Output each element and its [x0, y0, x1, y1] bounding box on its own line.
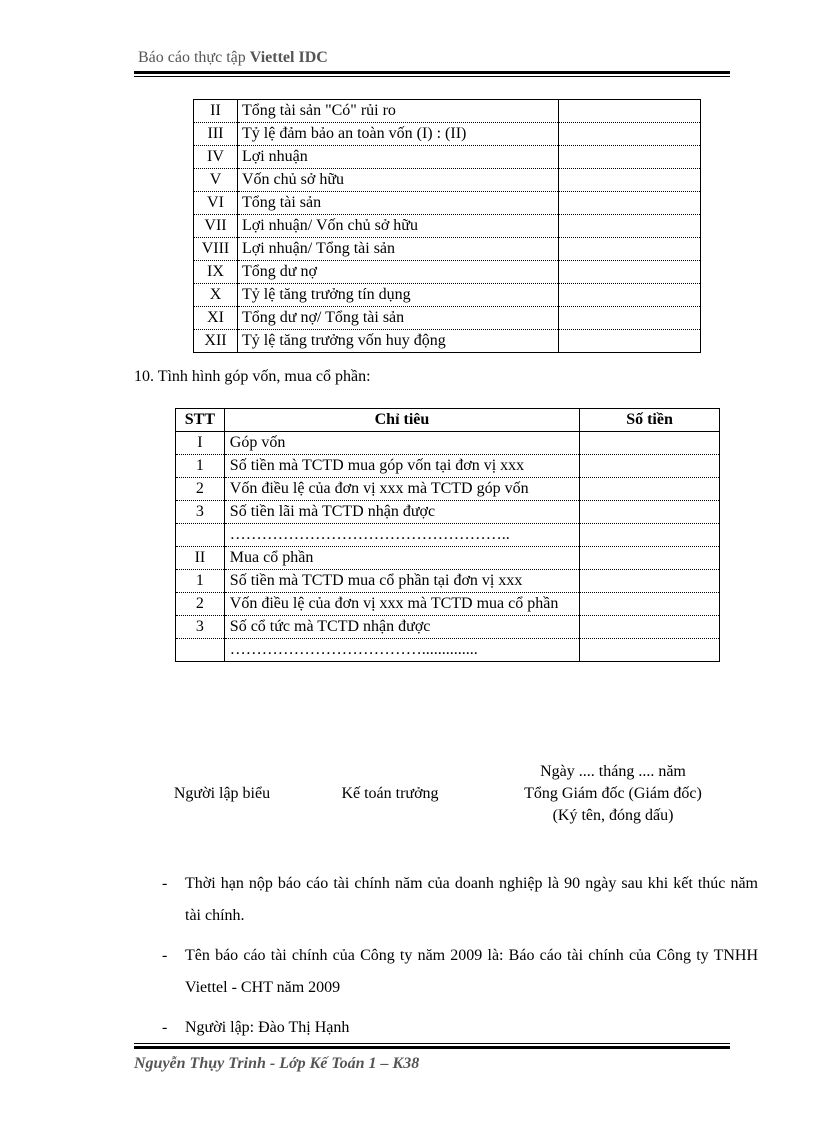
table-row	[176, 593, 720, 616]
row-number: XI	[194, 307, 238, 330]
row-label: Vốn chủ sở hữu	[238, 169, 559, 192]
table-row	[194, 284, 701, 307]
row-value	[580, 616, 720, 639]
row-label: Tổng dư nợ	[238, 261, 559, 284]
row-value	[580, 570, 720, 593]
header-rule-thin	[134, 76, 730, 77]
signature-preparer: Người lập biểu	[173, 785, 271, 802]
footer-rule-thick	[134, 1046, 730, 1049]
row-number	[176, 524, 225, 547]
footer-rule-thin	[134, 1043, 730, 1044]
table-row	[176, 547, 720, 570]
table-row	[176, 478, 720, 501]
row-number: 3	[176, 501, 225, 524]
page-header	[138, 49, 328, 67]
table-row	[176, 455, 720, 478]
row-number: IV	[194, 146, 238, 169]
row-label: ……………………………………………..	[224, 524, 579, 547]
row-number: II	[176, 547, 225, 570]
row-value	[580, 524, 720, 547]
row-label: Mua cổ phần	[224, 547, 579, 570]
row-number: XII	[194, 330, 238, 353]
bullet-dash: -	[162, 1019, 168, 1036]
row-label: Góp vốn	[224, 432, 579, 455]
header-so-tien: Số tiền	[580, 409, 720, 432]
row-number: IX	[194, 261, 238, 284]
row-label: Tổng dư nợ/ Tổng tài sản	[238, 307, 559, 330]
row-value	[580, 432, 720, 455]
bullet-dash: -	[162, 947, 168, 964]
row-number: 1	[176, 570, 225, 593]
row-value	[559, 100, 701, 123]
row-number: X	[194, 284, 238, 307]
page-footer: Nguyễn Thụy Trinh - Lớp Kế Toán 1 – K38	[134, 1055, 420, 1072]
bullet-text: Người lập: Đào Thị Hạnh	[185, 1019, 350, 1036]
row-label: Số tiền mà TCTD mua cổ phần tại đơn vị xxx	[224, 570, 579, 593]
row-number	[176, 639, 225, 662]
row-value	[580, 501, 720, 524]
capital-contribution-table	[175, 408, 720, 662]
table-row	[176, 570, 720, 593]
table-row	[176, 501, 720, 524]
row-number: VIII	[194, 238, 238, 261]
row-label: Số tiền mà TCTD mua góp vốn tại đơn vị xxx	[224, 455, 579, 478]
table-row	[176, 639, 720, 662]
header-brand: Viettel IDC	[249, 49, 328, 66]
table-row	[194, 100, 701, 123]
table-row	[194, 192, 701, 215]
row-value	[580, 478, 720, 501]
signature-note: (Ký tên, đóng dấu)	[552, 807, 674, 824]
table-row	[194, 261, 701, 284]
ratios-table	[193, 99, 701, 353]
table-row	[194, 330, 701, 353]
header-rule-thick	[134, 71, 730, 74]
row-value	[559, 261, 701, 284]
table-row	[194, 123, 701, 146]
table-row	[176, 524, 720, 547]
row-label: Số tiền lãi mà TCTD nhận được	[224, 501, 579, 524]
row-value	[580, 547, 720, 570]
table-row	[194, 146, 701, 169]
bullet-dash: -	[162, 875, 168, 892]
table-row	[194, 238, 701, 261]
row-value	[559, 169, 701, 192]
row-label: Vốn điều lệ của đơn vị xxx mà TCTD góp vốn	[224, 478, 579, 501]
row-value	[559, 330, 701, 353]
row-label: Lợi nhuận/ Vốn chủ sở hữu	[238, 215, 559, 238]
row-label: Tỷ lệ tăng trưởng vốn huy động	[238, 330, 559, 353]
row-label: Lợi nhuận	[238, 146, 559, 169]
row-value	[580, 593, 720, 616]
row-label: Tổng tài sản "Có" rủi ro	[238, 100, 559, 123]
row-value	[580, 639, 720, 662]
header-stt: STT	[176, 409, 225, 432]
signature-date-line: Ngày .... tháng .... năm	[540, 763, 686, 780]
row-number: 3	[176, 616, 225, 639]
row-number: V	[194, 169, 238, 192]
row-value	[559, 192, 701, 215]
row-number: I	[176, 432, 225, 455]
row-number: III	[194, 123, 238, 146]
row-label: ………………………………..............	[224, 639, 579, 662]
table-row	[194, 215, 701, 238]
bullet-text: Tên báo cáo tài chính của Công ty năm 2009 là: Báo cáo tài chính của Công ty TNHH Viettel - CHT năm 2009	[185, 947, 758, 996]
table-row	[176, 616, 720, 639]
row-label: Tỷ lệ tăng trưởng tín dụng	[238, 284, 559, 307]
row-label: Vốn điều lệ của đơn vị xxx mà TCTD mua cổ phần	[224, 593, 579, 616]
row-value	[580, 455, 720, 478]
row-number: 2	[176, 478, 225, 501]
row-label: Tổng tài sản	[238, 192, 559, 215]
row-value	[559, 123, 701, 146]
header-chi-tieu: Chỉ tiêu	[224, 409, 579, 432]
bullet-text: Thời hạn nộp báo cáo tài chính năm của doanh nghiệp là 90 ngày sau khi kết thúc năm tài chính.	[185, 875, 758, 924]
row-value	[559, 307, 701, 330]
signature-director: Tổng Giám đốc (Giám đốc)	[524, 785, 702, 802]
row-number: 1	[176, 455, 225, 478]
row-number: II	[194, 100, 238, 123]
header-prefix: Báo cáo thực tập	[138, 49, 250, 66]
table-row	[176, 432, 720, 455]
row-number: VI	[194, 192, 238, 215]
row-value	[559, 238, 701, 261]
section-10-title: 10. Tình hình góp vốn, mua cổ phần:	[134, 368, 371, 385]
table-row	[194, 307, 701, 330]
row-number: VII	[194, 215, 238, 238]
row-value	[559, 146, 701, 169]
row-label: Lợi nhuận/ Tổng tài sản	[238, 238, 559, 261]
row-label: Tỷ lệ đảm bảo an toàn vốn (I) : (II)	[238, 123, 559, 146]
row-value	[559, 215, 701, 238]
table-row	[194, 169, 701, 192]
signature-chief-accountant: Kế toán trưởng	[341, 785, 439, 802]
row-value	[559, 284, 701, 307]
row-label: Số cổ tức mà TCTD nhận được	[224, 616, 579, 639]
row-number: 2	[176, 593, 225, 616]
table-header-row	[176, 409, 720, 432]
